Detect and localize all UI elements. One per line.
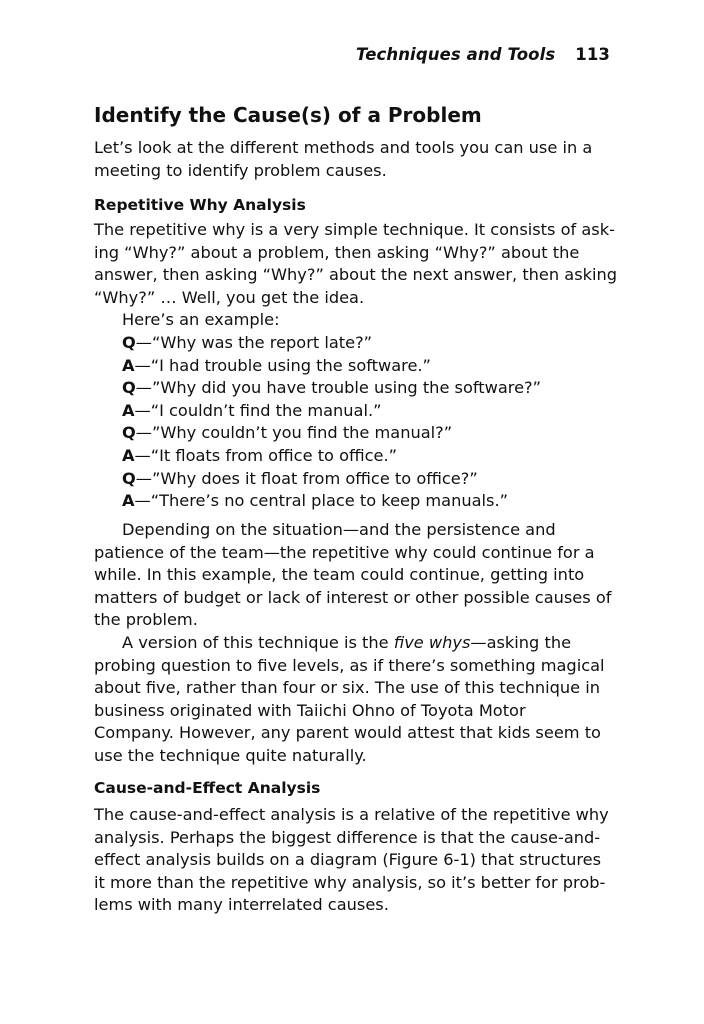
depending-paragraph [94, 519, 612, 768]
qa-label: Q [122, 378, 136, 398]
text-line: The repetitive why is a very simple technique. It consists of ask- [94, 220, 615, 239]
intro-paragraph [94, 137, 612, 182]
qa-text: —”Why did you have trouble using the software?” [135, 378, 542, 398]
text-line [94, 632, 612, 655]
qa-text: —“Why was the report late?” [135, 332, 373, 352]
text-line: The cause-and-effect analysis is a relative of the repetitive why [94, 805, 609, 824]
qa-line [94, 377, 612, 400]
text-line: it more than the repetitive why analysis, so it’s better for prob- [94, 872, 606, 892]
qa-label: A [122, 355, 135, 375]
text-line: ing “Why?” about a problem, then asking “Why?” about the [94, 242, 580, 262]
why-analysis-heading: Repetitive Why Analysis [94, 196, 306, 214]
text-line: business originated with Taiichi Ohno of Toyota Motor [94, 700, 526, 720]
why-paragraph [94, 219, 618, 513]
qa-text: —”Why does it float from office to office?” [135, 468, 478, 488]
running-header [356, 45, 610, 64]
cause-effect-paragraph [94, 804, 612, 917]
text-line: lems with many interrelated causes. [94, 895, 389, 915]
five-whys-term: five whys [393, 632, 471, 652]
qa-line [94, 445, 612, 468]
qa-text: —”Why couldn’t you find the manual?” [135, 423, 453, 443]
text-line: the problem. [94, 610, 198, 630]
qa-label: Q [122, 468, 136, 488]
text-line: while. In this example, the team could continue, getting into [94, 565, 585, 585]
text-line: about five, rather than four or six. The use of this technique in [94, 678, 601, 698]
qa-label: Q [122, 423, 136, 443]
example-intro: Here’s an example: [122, 310, 280, 330]
qa-text: —“There’s no central place to keep manuals.” [134, 491, 509, 511]
qa-text: —“It floats from office to office.” [134, 445, 398, 465]
text-line: Let’s look at the different methods and tools you can use in a [94, 138, 593, 157]
qa-label: A [122, 400, 135, 420]
header-section-title: Techniques and Tools [355, 45, 556, 64]
qa-text: —“I couldn’t find the manual.” [134, 400, 382, 420]
qa-line [94, 355, 612, 378]
text-run: A version of this technique is the [122, 632, 394, 652]
qa-label: A [122, 445, 135, 465]
qa-line [94, 490, 612, 513]
qa-line [94, 468, 612, 491]
text-line: meeting to identify problem causes. [94, 160, 387, 180]
text-line: use the technique quite naturally. [94, 745, 367, 765]
text-line: Company. However, any parent would attest that kids seem to [94, 723, 601, 743]
text-line: answer, then asking “Why?” about the next answer, then asking [94, 265, 618, 285]
text-line: patience of the team—the repetitive why could continue for a [94, 542, 595, 562]
text-line: “Why?” … Well, you get the idea. [94, 287, 365, 307]
qa-text: —“I had trouble using the software.” [134, 355, 431, 375]
text-run: —asking the [470, 632, 572, 652]
text-line: matters of budget or lack of interest or other possible causes of [94, 587, 612, 607]
page-number: 113 [575, 45, 610, 64]
qa-line [94, 400, 612, 423]
text-line: analysis. Perhaps the biggest difference is that the cause-and- [94, 827, 601, 847]
qa-label: A [122, 491, 135, 511]
text-line: effect analysis builds on a diagram (Figure 6-1) that structures [94, 850, 602, 870]
qa-line [94, 332, 612, 355]
section-title: Identify the Cause(s) of a Problem [94, 103, 482, 127]
text-line: probing question to five levels, as if there’s something magical [94, 655, 605, 675]
text-line: Depending on the situation—and the persistence and [122, 520, 556, 539]
qa-label: Q [122, 332, 136, 352]
cause-effect-heading: Cause-and-Effect Analysis [94, 779, 321, 797]
qa-line [94, 422, 612, 445]
